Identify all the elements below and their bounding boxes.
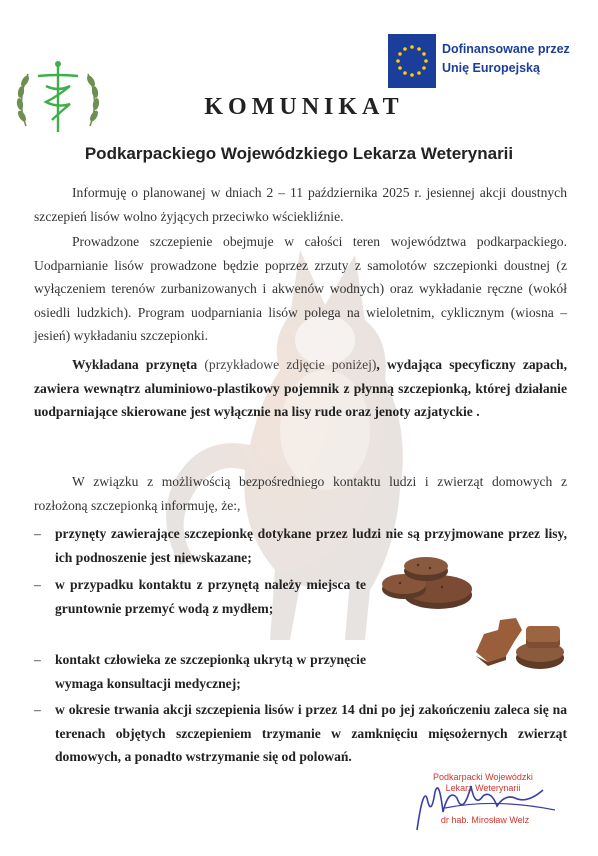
paragraph-contact: W związku z możliwością bezpośredniego kontaktu ludzi i zwierząt domowych z rozłożoną szczepionką informuję, że:, [34,474,567,513]
bait-lead: Wykładana przynęta [72,357,198,372]
list-dash: – [34,652,41,667]
list-dash: – [34,577,41,592]
bait-description: , wydająca specyficzny zapach, zawiera wewnątrz aluminiowo-plastikowy pojemnik z płynną szczepionką, której działanie uodparniające skierowane jest wyłącznie na lisy rude oraz jenoty azjatyckie . [34,357,567,419]
list-item-text: przynęty zawierające szczepionkę dotykane przez ludzi nie są przyjmowane przez lisy, ich podnoszenie jest niewskazane; [55,526,567,565]
warning-list-item [34,522,567,569]
warning-list-item [34,573,366,620]
paragraph-dates: Informuję o planowanej w dniach 2 – 11 października 2025 r. jesiennej akcji doustnych szczepień lisów wolno żyjących przeciwko wściekliźnie. [34,185,567,224]
list-dash: – [34,526,41,541]
eu-funding-logo [388,34,570,88]
eu-funding-text [442,40,570,78]
page-subtitle: Podkarpackiego Wojewódzkiego Lekarza Weterynarii [84,144,514,163]
bait-photo-note: (przykładowe zdjęcie poniżej) [204,357,377,372]
eu-text-line2: Unię Europejską [442,61,540,75]
list-dash: – [34,702,41,717]
eu-flag-icon [388,34,436,88]
warning-list-item [34,648,366,695]
handwritten-signature [405,768,565,834]
stamp-line1: Podkarpacki Wojewódzki [433,772,533,782]
warning-list-item [34,698,567,769]
stamp-line2: Lekarz Weterynarii [445,783,521,793]
list-item-text: w okresie trwania akcji szczepienia lisów i przez 14 dni po jej zakończeniu zaleca się na terenach objętych szczepieniem trzymanie w zamknięciu mięsożernych zwierząt domowych, a ponadto wstrzymanie się od polowań. [55,702,567,764]
paragraph-bait [34,353,567,424]
paragraph-scope: Prowadzone szczepienie obejmuje w całości teren województwa podkarpackiego. Uodparnianie lisów prowadzone będzie poprzez zrzuty z samolotów szczepionki doustnej (z wyłączeniem terenów zurbanizowanych i akwenów wodnych) oraz wykładanie ręczne (wokół osiedli ludzkich). Program uodparniania lisów polega na wieloletnim, cyklicznym (wiosna – jesień) wykładaniu szczepionki. [34,234,567,343]
vaccine-bait-photo [378,555,476,611]
eu-text-line1: Dofinansowane przez [442,42,570,56]
list-item-text: kontakt człowieka ze szczepionką ukrytą w przynęcie wymaga konsultacji medycznej; [55,652,366,691]
stamp-signatory-name: dr hab. Mirosław Welz [440,815,530,825]
vaccine-bait-photo [466,612,570,674]
list-item-text: w przypadku kontaktu z przynętą należy miejsca te gruntownie przemyć wodą z mydłem; [55,577,366,616]
page-title: KOMUNIKAT [204,94,404,120]
